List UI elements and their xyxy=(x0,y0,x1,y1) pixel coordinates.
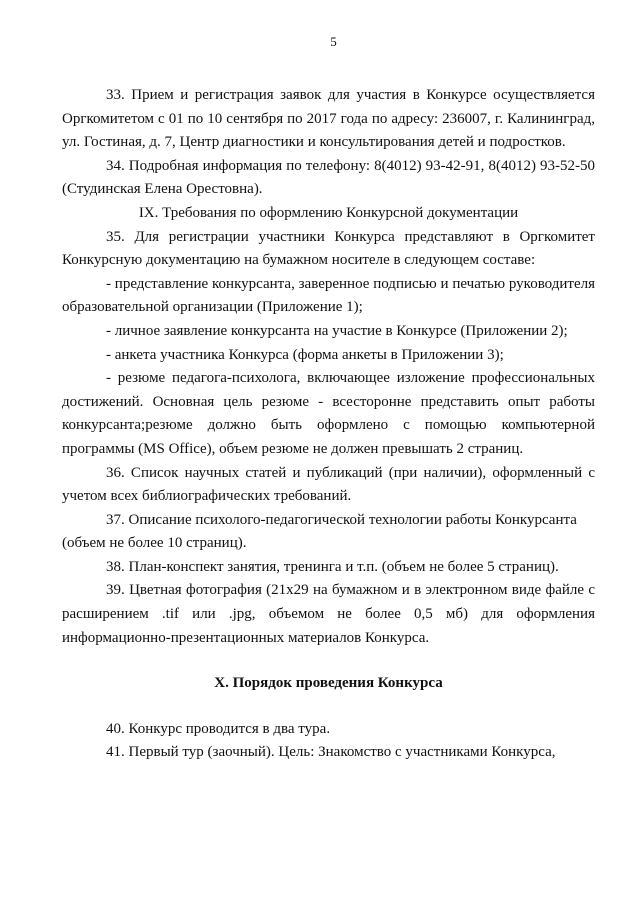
paragraph-33: 33. Прием и регистрация заявок для участия в Конкурсе осуществляется Оргкомитетом с 01 по 10 сентября по 2017 года по адресу: 236007, г. Калининград, ул. Гостиная, д. 7, Центр диагностики и консультирования детей и подростков. xyxy=(62,87,595,151)
paragraph-37: 37. Описание психолого-педагогической технологии работы Конкурсанта (объем не более 10 страниц). xyxy=(62,511,577,552)
paragraph-36: 36. Список научных статей и публикаций (при наличии), оформленный с учетом всех библиографических требований. xyxy=(62,464,595,505)
section-ix-heading: IX. Требования по оформлению Конкурсной документации xyxy=(138,204,519,221)
page-number: 5 xyxy=(330,34,337,49)
paragraph-41: 41. Первый тур (заочный). Цель: Знакомство с участниками Конкурса, xyxy=(106,744,556,761)
paragraph-35: 35. Для регистрации участники Конкурса представляют в Оргкомитет Конкурсную документацию на бумажном носителе в следующем составе: xyxy=(62,228,595,269)
paragraph-38: 38. План-конспект занятия, тренинга и т.п. (объем не более 5 страниц). xyxy=(106,558,559,575)
paragraph-34: 34. Подробная информация по телефону: 8(4012) 93-42-91, 8(4012) 93-52-50 (Студинская Елена Орестовна). xyxy=(62,157,595,198)
list-item-representation: - представление конкурсанта, заверенное подписью и печатью руководителя образовательной организации (Приложение 1); xyxy=(62,275,595,316)
list-item-resume: - резюме педагога-психолога, включающее изложение профессиональных достижений. Основная цель резюме - всесторонне представить опыт работы конкурсанта;резюме должно быть оформлено с помощью компьютерной программы (MS Office), объем резюме не должен превышать 2 страниц. xyxy=(62,370,595,457)
list-item-questionnaire: - анкета участника Конкурса (форма анкеты в Приложении 3); xyxy=(106,346,504,363)
section-x-heading: X. Порядок проведения Конкурса xyxy=(214,675,443,692)
paragraph-40: 40. Конкурс проводится в два тура. xyxy=(106,720,331,737)
list-item-personal-statement: - личное заявление конкурсанта на участие в Конкурсе (Приложении 2); xyxy=(106,322,568,339)
paragraph-39: 39. Цветная фотография (21x29 на бумажном и в электронном виде файле с расширением .tif или .jpg, объемом не более 0,5 мб) для оформления информационно-презентационных материалов Конкурса. xyxy=(62,582,595,646)
